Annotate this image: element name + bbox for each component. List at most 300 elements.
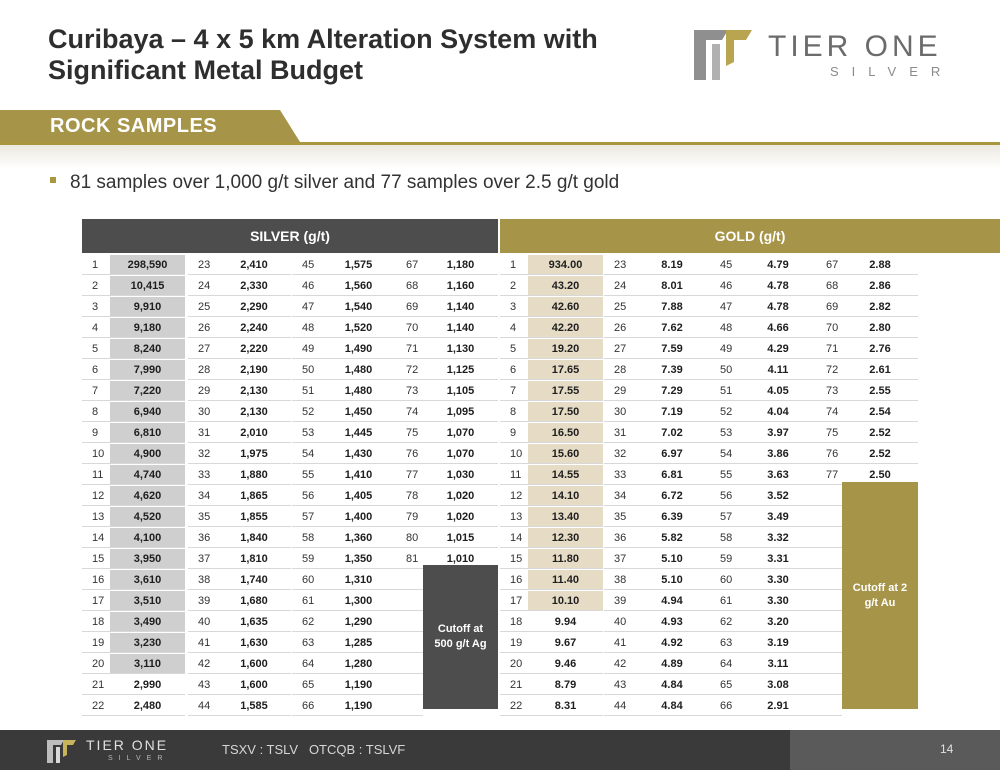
gold-sample-number: 58: [710, 528, 740, 548]
gold-sample-number: 23: [604, 255, 634, 275]
gold-value: 8.79: [528, 675, 603, 695]
table-row: [82, 381, 1000, 402]
table-row: [82, 339, 1000, 360]
silver-sample-number: 59: [292, 549, 321, 569]
gold-blank-cell: [816, 570, 842, 590]
gold-value: 4.94: [634, 591, 710, 611]
gold-sample-number: 51: [710, 381, 740, 401]
silver-sample-number: 46: [292, 276, 321, 296]
silver-value: 3,110: [110, 654, 185, 674]
silver-value: 2,290: [217, 297, 291, 317]
gold-value: 7.02: [634, 423, 710, 443]
gold-value: 19.20: [528, 339, 603, 359]
gold-value: 2.80: [842, 318, 918, 338]
silver-sample-number: 43: [188, 675, 217, 695]
silver-value: 2,480: [110, 696, 185, 716]
silver-value: 1,975: [217, 444, 291, 464]
gold-sample-number: 55: [710, 465, 740, 485]
silver-cutoff-label: Cutoff at 500 g/t Ag: [434, 623, 487, 650]
silver-value: 1,480: [321, 360, 396, 380]
silver-value: 1,400: [321, 507, 396, 527]
gold-sample-number: 67: [816, 255, 842, 275]
gold-sample-number: 32: [604, 444, 634, 464]
silver-value: 1,480: [321, 381, 396, 401]
gold-cutoff-label: Cutoff at 2 g/t Au: [852, 581, 908, 609]
silver-sample-number: 63: [292, 633, 321, 653]
silver-blank-cell: [396, 591, 423, 611]
silver-value: 1,520: [321, 318, 396, 338]
gold-value: 4.92: [634, 633, 710, 653]
gold-value: 11.80: [528, 549, 603, 569]
silver-value: 2,220: [217, 339, 291, 359]
silver-sample-number: 79: [396, 507, 423, 527]
silver-value: 1,130: [423, 339, 498, 359]
silver-value: 1,410: [321, 465, 396, 485]
gold-sample-number: 76: [816, 444, 842, 464]
gold-value: 3.97: [740, 423, 816, 443]
gold-value: 4.29: [740, 339, 816, 359]
gold-value: 11.40: [528, 570, 603, 590]
silver-value: 1,600: [217, 675, 291, 695]
silver-sample-number: 58: [292, 528, 321, 548]
gold-sample-number: 66: [710, 696, 740, 716]
silver-sample-number: 39: [188, 591, 217, 611]
gold-sample-number: 41: [604, 633, 634, 653]
silver-sample-number: 76: [396, 444, 423, 464]
silver-value: 1,140: [423, 318, 498, 338]
silver-value: 1,070: [423, 423, 498, 443]
silver-value: 1,105: [423, 381, 498, 401]
bullet-marker-icon: [50, 177, 56, 183]
silver-sample-number: 55: [292, 465, 321, 485]
gold-sample-number: 62: [710, 612, 740, 632]
silver-value: 1,740: [217, 570, 291, 590]
silver-sample-number: 17: [82, 591, 110, 611]
silver-sample-number: 40: [188, 612, 217, 632]
gold-sample-number: 42: [604, 654, 634, 674]
gold-sample-number: 28: [604, 360, 634, 380]
silver-value: 2,190: [217, 360, 291, 380]
gold-value: 9.67: [528, 633, 603, 653]
silver-sample-number: 21: [82, 675, 110, 695]
gold-value: 7.39: [634, 360, 710, 380]
gold-sample-number: 3: [500, 297, 528, 317]
gold-sample-number: 8: [500, 402, 528, 422]
silver-sample-number: 53: [292, 423, 321, 443]
table-row: [82, 360, 1000, 381]
gold-value: 4.04: [740, 402, 816, 422]
gold-sample-number: 18: [500, 612, 528, 632]
silver-value: 1,290: [321, 612, 396, 632]
gold-value: 3.20: [740, 612, 816, 632]
gold-sample-number: 4: [500, 318, 528, 338]
gold-sample-number: 39: [604, 591, 634, 611]
gold-value: 9.46: [528, 654, 603, 674]
table-row: [82, 297, 1000, 318]
silver-sample-number: 22: [82, 696, 110, 716]
gold-sample-number: 72: [816, 360, 842, 380]
footer-page-panel: [790, 730, 1000, 770]
gold-value: 3.19: [740, 633, 816, 653]
gold-value: 8.19: [634, 255, 710, 275]
gold-sample-number: 20: [500, 654, 528, 674]
gold-value: 4.78: [740, 276, 816, 296]
gold-sample-number: 74: [816, 402, 842, 422]
company-logo: [692, 26, 962, 86]
silver-sample-number: 4: [82, 318, 110, 338]
silver-blank-cell: [396, 633, 423, 653]
silver-value: 1,310: [321, 570, 396, 590]
gold-sample-number: 19: [500, 633, 528, 653]
silver-sample-number: 36: [188, 528, 217, 548]
gold-value: 2.54: [842, 402, 918, 422]
gold-sample-number: 52: [710, 402, 740, 422]
silver-sample-number: 2: [82, 276, 110, 296]
table-row: [82, 255, 1000, 276]
logo-sub: SILVER: [830, 64, 954, 79]
silver-value: 1,140: [423, 297, 498, 317]
silver-sample-number: 35: [188, 507, 217, 527]
silver-sample-number: 64: [292, 654, 321, 674]
gold-value: 12.30: [528, 528, 603, 548]
gold-value: 3.31: [740, 549, 816, 569]
gold-sample-number: 63: [710, 633, 740, 653]
silver-value: 1,810: [217, 549, 291, 569]
silver-value: 4,520: [110, 507, 185, 527]
gold-sample-number: 48: [710, 318, 740, 338]
gold-sample-number: 13: [500, 507, 528, 527]
title-line-2: Significant Metal Budget: [48, 55, 364, 85]
logo-name: TIER ONE: [768, 30, 942, 63]
silver-value: 3,230: [110, 633, 185, 653]
gold-sample-number: 45: [710, 255, 740, 275]
silver-sample-number: 73: [396, 381, 423, 401]
gold-sample-number: 27: [604, 339, 634, 359]
gold-sample-number: 14: [500, 528, 528, 548]
gold-value: 8.01: [634, 276, 710, 296]
gold-value: 2.55: [842, 381, 918, 401]
gold-value: 2.82: [842, 297, 918, 317]
footer-logo-icon: [46, 738, 76, 764]
gold-blank-cell: [816, 486, 842, 506]
silver-cutoff-box: [423, 565, 498, 709]
gold-value: 4.84: [634, 696, 710, 716]
silver-value: 2,990: [110, 675, 185, 695]
table-row: [82, 276, 1000, 297]
gold-value: 7.19: [634, 402, 710, 422]
silver-value: 1,095: [423, 402, 498, 422]
slide-title: [48, 24, 598, 86]
gold-sample-number: 77: [816, 465, 842, 485]
silver-sample-number: 10: [82, 444, 110, 464]
gold-value: 3.63: [740, 465, 816, 485]
gold-value: 3.52: [740, 486, 816, 506]
gold-sample-number: 75: [816, 423, 842, 443]
silver-value: 1,635: [217, 612, 291, 632]
silver-sample-number: 81: [396, 549, 423, 569]
gold-value: 6.97: [634, 444, 710, 464]
silver-sample-number: 80: [396, 528, 423, 548]
gold-value: 14.10: [528, 486, 603, 506]
gold-value: 9.94: [528, 612, 603, 632]
silver-value: 2,240: [217, 318, 291, 338]
silver-sample-number: 45: [292, 255, 321, 275]
footer-logo-name: TIER ONE: [86, 737, 169, 753]
silver-blank-cell: [396, 675, 423, 695]
silver-sample-number: 11: [82, 465, 110, 485]
silver-value: 1,840: [217, 528, 291, 548]
gold-value: 6.72: [634, 486, 710, 506]
gold-value: 8.31: [528, 696, 603, 716]
silver-sample-number: 6: [82, 360, 110, 380]
silver-sample-number: 60: [292, 570, 321, 590]
silver-value: 2,130: [217, 402, 291, 422]
gold-value: 3.11: [740, 654, 816, 674]
gold-sample-number: 70: [816, 318, 842, 338]
gold-value: 5.82: [634, 528, 710, 548]
gold-value: 17.55: [528, 381, 603, 401]
gold-value: 5.10: [634, 549, 710, 569]
silver-value: 1,020: [423, 486, 498, 506]
silver-value: 1,360: [321, 528, 396, 548]
gold-sample-number: 22: [500, 696, 528, 716]
silver-value: 1,540: [321, 297, 396, 317]
gold-sample-number: 29: [604, 381, 634, 401]
silver-value: 1,015: [423, 528, 498, 548]
gold-value: 4.79: [740, 255, 816, 275]
silver-blank-cell: [396, 570, 423, 590]
section-shadow: [0, 145, 1000, 169]
silver-sample-number: 16: [82, 570, 110, 590]
silver-sample-number: 33: [188, 465, 217, 485]
gold-sample-number: 33: [604, 465, 634, 485]
silver-value: 2,130: [217, 381, 291, 401]
table-row: [82, 318, 1000, 339]
silver-sample-number: 3: [82, 297, 110, 317]
gold-sample-number: 35: [604, 507, 634, 527]
gold-value: 42.60: [528, 297, 603, 317]
silver-value: 4,900: [110, 444, 185, 464]
silver-sample-number: 71: [396, 339, 423, 359]
silver-sample-number: 29: [188, 381, 217, 401]
gold-value: 43.20: [528, 276, 603, 296]
silver-value: 9,910: [110, 297, 185, 317]
gold-sample-number: 10: [500, 444, 528, 464]
silver-sample-number: 68: [396, 276, 423, 296]
title-line-1: Curibaya – 4 x 5 km Alteration System with: [48, 24, 598, 54]
gold-value: 4.05: [740, 381, 816, 401]
gold-value: 3.30: [740, 591, 816, 611]
silver-sample-number: 74: [396, 402, 423, 422]
silver-value: 1,430: [321, 444, 396, 464]
gold-value: 3.08: [740, 675, 816, 695]
silver-sample-number: 32: [188, 444, 217, 464]
silver-value: 2,010: [217, 423, 291, 443]
gold-value: 4.11: [740, 360, 816, 380]
silver-value: 9,180: [110, 318, 185, 338]
silver-sample-number: 13: [82, 507, 110, 527]
silver-value: 1,010: [423, 549, 498, 569]
gold-value: 2.52: [842, 444, 918, 464]
gold-value: 42.20: [528, 318, 603, 338]
silver-sample-number: 1: [82, 255, 110, 275]
gold-sample-number: 5: [500, 339, 528, 359]
gold-value: 2.91: [740, 696, 816, 716]
silver-value: 1,280: [321, 654, 396, 674]
silver-sample-number: 9: [82, 423, 110, 443]
gold-value: 4.93: [634, 612, 710, 632]
silver-sample-number: 7: [82, 381, 110, 401]
gold-sample-number: 36: [604, 528, 634, 548]
footer-logo-sub: SILVER: [108, 755, 169, 762]
footer-tickers: TSXV : TSLV OTCQB : TSLVF: [222, 742, 406, 757]
gold-sample-number: 24: [604, 276, 634, 296]
silver-sample-number: 49: [292, 339, 321, 359]
silver-value: 6,940: [110, 402, 185, 422]
silver-value: 1,585: [217, 696, 291, 716]
silver-sample-number: 20: [82, 654, 110, 674]
gold-blank-cell: [816, 507, 842, 527]
silver-value: 298,590: [110, 255, 185, 275]
silver-value: 3,610: [110, 570, 185, 590]
silver-sample-number: 27: [188, 339, 217, 359]
silver-value: 1,160: [423, 276, 498, 296]
silver-blank-cell: [396, 654, 423, 674]
gold-value: 17.50: [528, 402, 603, 422]
gold-value: 2.50: [842, 465, 918, 485]
gold-value: 15.60: [528, 444, 603, 464]
silver-value: 1,300: [321, 591, 396, 611]
gold-sample-number: 25: [604, 297, 634, 317]
silver-sample-number: 25: [188, 297, 217, 317]
gold-sample-number: 26: [604, 318, 634, 338]
gold-value: 16.50: [528, 423, 603, 443]
gold-value: 7.88: [634, 297, 710, 317]
silver-sample-number: 31: [188, 423, 217, 443]
gold-value: 3.32: [740, 528, 816, 548]
silver-value: 1,070: [423, 444, 498, 464]
gold-sample-number: 21: [500, 675, 528, 695]
silver-sample-number: 56: [292, 486, 321, 506]
gold-value: 5.10: [634, 570, 710, 590]
gold-sample-number: 64: [710, 654, 740, 674]
silver-value: 4,620: [110, 486, 185, 506]
silver-value: 1,600: [217, 654, 291, 674]
gold-sample-number: 46: [710, 276, 740, 296]
silver-sample-number: 24: [188, 276, 217, 296]
gold-value: 6.81: [634, 465, 710, 485]
silver-value: 3,490: [110, 612, 185, 632]
gold-value: 17.65: [528, 360, 603, 380]
gold-sample-number: 44: [604, 696, 634, 716]
silver-sample-number: 51: [292, 381, 321, 401]
silver-sample-number: 19: [82, 633, 110, 653]
gold-sample-number: 16: [500, 570, 528, 590]
gold-sample-number: 17: [500, 591, 528, 611]
bullet-point: [50, 172, 619, 194]
silver-header: SILVER (g/t): [82, 219, 498, 253]
silver-value: 8,240: [110, 339, 185, 359]
gold-sample-number: 61: [710, 591, 740, 611]
gold-sample-number: 7: [500, 381, 528, 401]
gold-value: 6.39: [634, 507, 710, 527]
silver-sample-number: 75: [396, 423, 423, 443]
gold-blank-cell: [816, 654, 842, 674]
silver-sample-number: 65: [292, 675, 321, 695]
silver-sample-number: 41: [188, 633, 217, 653]
silver-value: 1,680: [217, 591, 291, 611]
silver-sample-number: 52: [292, 402, 321, 422]
logo-mark-icon: [692, 26, 752, 84]
gold-value: 7.62: [634, 318, 710, 338]
silver-value: 1,350: [321, 549, 396, 569]
silver-sample-number: 18: [82, 612, 110, 632]
silver-sample-number: 48: [292, 318, 321, 338]
gold-value: 2.52: [842, 423, 918, 443]
silver-sample-number: 30: [188, 402, 217, 422]
silver-value: 1,880: [217, 465, 291, 485]
silver-value: 1,405: [321, 486, 396, 506]
gold-value: 2.61: [842, 360, 918, 380]
gold-sample-number: 40: [604, 612, 634, 632]
gold-sample-number: 71: [816, 339, 842, 359]
gold-value: 4.66: [740, 318, 816, 338]
gold-value: 2.88: [842, 255, 918, 275]
silver-value: 1,125: [423, 360, 498, 380]
gold-header: GOLD (g/t): [500, 219, 1000, 253]
gold-blank-cell: [816, 675, 842, 695]
gold-blank-cell: [816, 612, 842, 632]
silver-sample-number: 34: [188, 486, 217, 506]
gold-blank-cell: [816, 528, 842, 548]
gold-sample-number: 38: [604, 570, 634, 590]
silver-value: 1,020: [423, 507, 498, 527]
gold-sample-number: 50: [710, 360, 740, 380]
silver-sample-number: 5: [82, 339, 110, 359]
gold-value: 4.78: [740, 297, 816, 317]
silver-sample-number: 38: [188, 570, 217, 590]
gold-blank-cell: [816, 591, 842, 611]
gold-blank-cell: [816, 696, 842, 716]
silver-sample-number: 37: [188, 549, 217, 569]
gold-sample-number: 37: [604, 549, 634, 569]
silver-blank-cell: [396, 612, 423, 632]
silver-value: 6,810: [110, 423, 185, 443]
silver-sample-number: 26: [188, 318, 217, 338]
gold-value: 934.00: [528, 255, 603, 275]
gold-sample-number: 47: [710, 297, 740, 317]
silver-sample-number: 8: [82, 402, 110, 422]
gold-sample-number: 54: [710, 444, 740, 464]
silver-sample-number: 23: [188, 255, 217, 275]
silver-value: 10,415: [110, 276, 185, 296]
silver-value: 7,990: [110, 360, 185, 380]
gold-value: 4.89: [634, 654, 710, 674]
silver-value: 1,450: [321, 402, 396, 422]
gold-blank-cell: [816, 633, 842, 653]
silver-value: 1,030: [423, 465, 498, 485]
gold-value: 7.59: [634, 339, 710, 359]
gold-value: 3.30: [740, 570, 816, 590]
gold-sample-number: 9: [500, 423, 528, 443]
gold-sample-number: 49: [710, 339, 740, 359]
silver-value: 1,190: [321, 696, 396, 716]
gold-value: 10.10: [528, 591, 603, 611]
silver-sample-number: 70: [396, 318, 423, 338]
silver-value: 2,330: [217, 276, 291, 296]
silver-value: 4,740: [110, 465, 185, 485]
silver-sample-number: 57: [292, 507, 321, 527]
